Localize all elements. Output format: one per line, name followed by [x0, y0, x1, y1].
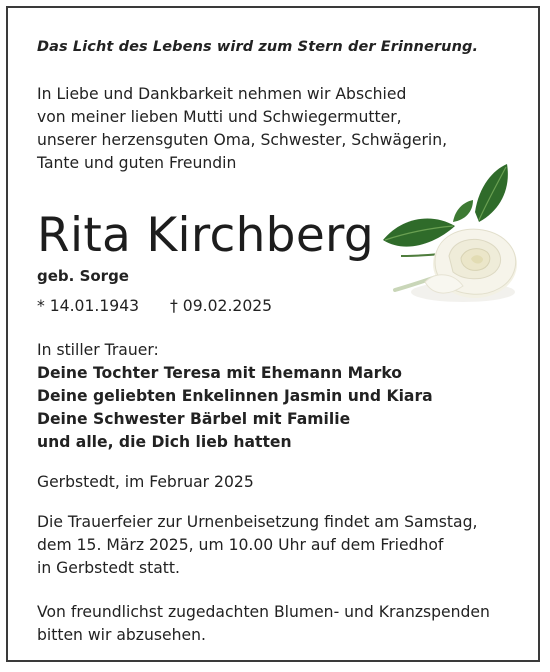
maiden-name: geb. Sorge [37, 267, 129, 285]
white-rose-icon [383, 164, 529, 314]
intro-text [37, 83, 527, 175]
place-date: Gerbstedt, im Februar 2025 [37, 473, 254, 491]
mourner-line: Deine geliebten Enkelinnen Jasmin und Kiara [37, 387, 433, 405]
ceremony-line: dem 15. März 2025, um 10.00 Uhr auf dem Friedhof [37, 536, 444, 554]
intro-line: In Liebe und Dankbarkeit nehmen wir Abschied [37, 85, 407, 103]
closing-line: Von freundlichst zugedachten Blumen- und Kranzspenden [37, 603, 490, 621]
intro-line: Tante und guten Freundin [37, 154, 237, 172]
motto: Das Licht des Lebens wird zum Stern der Erinnerung. [37, 39, 479, 55]
ceremony-line: in Gerbstedt statt. [37, 559, 180, 577]
ceremony-line: Die Trauerfeier zur Urnenbeisetzung findet am Samstag, [37, 513, 478, 531]
mourner-line: Deine Tochter Teresa mit Ehemann Marko [37, 364, 402, 382]
mourner-line: Deine Schwester Bärbel mit Familie [37, 410, 351, 428]
mourner-line: und alle, die Dich lieb hatten [37, 433, 292, 451]
mourners-list [37, 362, 527, 454]
deceased-name: Rita Kirchberg [37, 208, 374, 263]
mourning-block [37, 339, 527, 454]
intro-line: von meiner lieben Mutti und Schwiegermutter, [37, 108, 402, 126]
intro-line: unserer herzensguten Oma, Schwester, Schwägerin, [37, 131, 448, 149]
mourning-heading: In stiller Trauer: [37, 341, 159, 359]
birth-date: * 14.01.1943 [37, 297, 140, 315]
closing-line: bitten wir abzusehen. [37, 626, 206, 644]
obituary-notice [37, 37, 527, 647]
closing-note [37, 601, 527, 647]
death-date: † 09.02.2025 [170, 297, 273, 315]
ceremony-info [37, 511, 527, 580]
